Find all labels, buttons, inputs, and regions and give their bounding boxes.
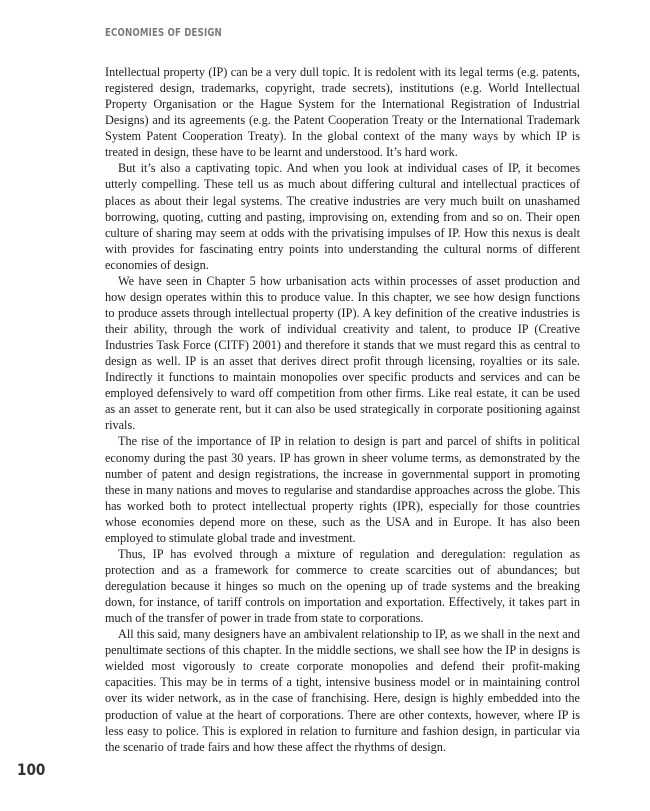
paragraph: All this said, many designers have an ambivalent relationship to IP, as we shall in the next and penultimate sections of this chapter. In the middle sections, we shall see how the IP in designs is wielded most vigorously to create corporate monopolies and defend their profit-making capacities. This may be in terms of a tight, intensive business model or in maintaining control over its wider network, as in the case of franchising. Here, design is highly embedded into the production of value at the heart of corporations. There are other contexts, however, where IP is less easy to police. This is explored in relation to furniture and fashion design, in particular via the scenario of trade fairs and how these affect the rhythms of design. — [105, 627, 580, 754]
paragraph: We have seen in Chapter 5 how urbanisation acts within processes of asset production and how design operates within this to produce value. In this chapter, we see how design functions to produce assets through intellectual property (IP). A key definition of the creative industries is their ability, through the work of individual creativity and talent, to produce IP (Creative Industries Task Force (CITF) 2001) and therefore it stands that we must regard this as central to design as well. IP is an asset that derives direct profit through licensing, royalties or its sale. Indirectly it functions to maintain monopolies over specific products and services and can be employed defensively to ward off competition from other firms. Like real estate, it can be used as an asset to generate rent, but it can also be used strategically in corporate positioning against rivals. — [105, 273, 580, 433]
body-text — [105, 64, 580, 755]
running-head: ECONOMIES OF DESIGN — [105, 27, 222, 39]
paragraph: But it’s also a captivating topic. And when you look at individual cases of IP, it becomes utterly compelling. These tell us as much about differing cultural and intellectual practices of places as about their legal systems. The creative industries are very much built on unashamed borrowing, quoting, cutting and pasting, improvising on, extending from and so on. Their open culture of sharing may seem at odds with the privatising impulses of IP. How this nexus is dealt with provides for fascinating entry points into understanding the cultural norms of different economies of design. — [105, 161, 580, 272]
page-number: 100 — [17, 760, 46, 779]
paragraph: Thus, IP has evolved through a mixture of regulation and deregulation: regulation as protection and as a framework for commerce to create scarcities out of abundances; but deregulation because it hinges so much on the opening up of trade systems and the breaking down, for instance, of tariff controls on importation and exportation. Effectively, it takes part in much of the transfer of power in trade from state to corporations. — [105, 546, 580, 626]
paragraph: The rise of the importance of IP in relation to design is part and parcel of shifts in political economy during the past 30 years. IP has grown in sheer volume terms, as demonstrated by the number of patent and design registrations, the increase in governmental support in promoting these in many nations and moves to regularise and standardise approaches across the globe. This has worked both to protect intellectual property rights (IPR), especially for those countries whose economies depend more on these, such as the USA and in Europe. It has also been employed to stimulate global trade and investment. — [105, 434, 580, 545]
paragraph: Intellectual property (IP) can be a very dull topic. It is redolent with its legal terms (e.g. patents, registered design, trademarks, copyright, trade secrets), institutions (e.g. World Intellectual Property Organisation or the Hague System for the International Registration of Industrial Designs) and its agreements (e.g. the Patent Cooperation Treaty or the International Trademark System Patent Cooperation Treaty). In the global context of the many ways by which IP is treated in design, these have to be learnt and understood. It’s hard work. — [105, 65, 580, 160]
